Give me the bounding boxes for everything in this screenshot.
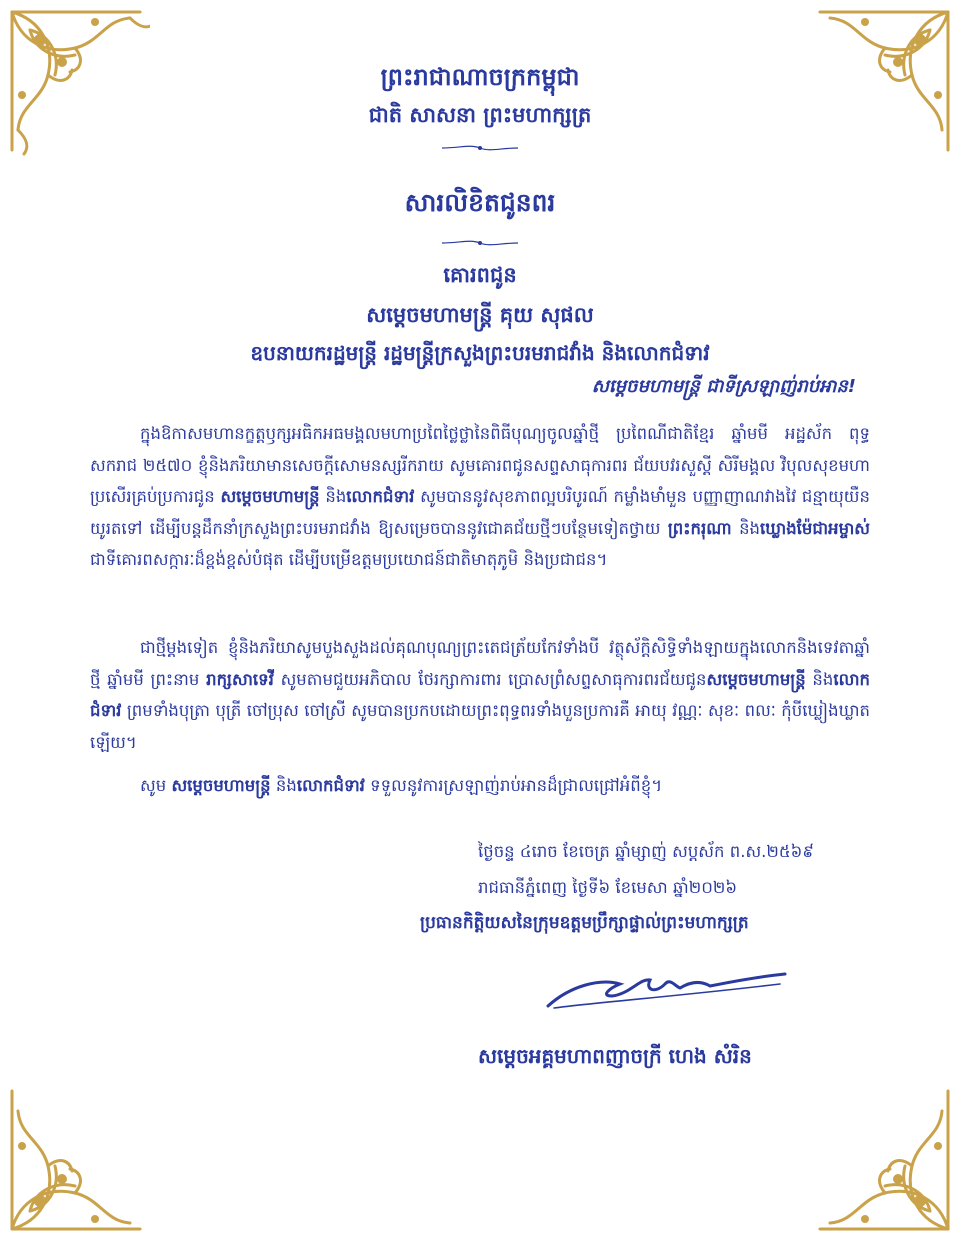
signer-title: ប្រធានកិត្តិយសនៃក្រុមឧត្តមប្រឹក្សាផ្ទាល់ព្រះមហាក្សត្រ — [420, 913, 749, 933]
date-place: រាជធានីភ្នំពេញ ថ្ងៃទី៦ ខែមេសា ឆ្នាំ២០២៦ — [478, 878, 738, 897]
body-paragraph-3: សូម សម្តេចមហាមន្ត្រី និងលោកជំទាវ ទទួលនូវការស្រឡាញ់រាប់អានដ៏ជ្រាលជ្រៅអំពីខ្ញុំ។ — [140, 776, 663, 795]
document-title: សារលិខិតជូនពរ — [404, 188, 556, 217]
recipient-position: ឧបនាយករដ្ឋមន្ត្រី រដ្ឋមន្ត្រីក្រសួងព្រះបរមរាជវាំង និងលោកជំទាវ — [250, 341, 710, 365]
ornament-corner-bottom-left — [0, 1081, 150, 1241]
ornament-corner-bottom-right — [810, 1081, 960, 1241]
body-paragraph-2: ជាថ្មីម្តងទៀត ខ្ញុំនិងភរិយាសូមបួងសួងដល់គុណបុណ្យព្រះតេជត្រ័យកែវទាំងបី វត្ថុស័ក្តិសិទ្ធិទាំងឡាយក្នុងលោកនិងទេវតាឆ្នាំថ្មី ឆ្នាំមមី ព្រះនាម រាក្សសាទេវី សូមតាមជួយអភិបាល ថែរក្សាការពារ ប្រោសព្រំសព្ទសាធុការពរជ័យជូនសម្តេចមហាមន្ត្រី និងលោកជំទាវ ព្រមទាំងបុត្រា បុត្រី ចៅប្រុស ចៅស្រី សូមបានប្រកបដោយព្រះពុទ្ធពរទាំងបួនប្រការគឺ អាយុ វណ្ណៈ សុខៈ ពលៈ កុំបីឃ្លៀងឃ្លាតឡើយ។ — [90, 638, 871, 752]
ornament-divider — [440, 143, 520, 153]
body-paragraph-1: ក្នុងឱកាសមហានក្ខត្តឫក្សអធិកអធមង្គលមហាប្រពៃថ្លៃថ្លានៃពិធីបុណ្យចូលឆ្នាំថ្មី ប្រពៃណីជាតិខ្មែរ ឆ្នាំមមី អដ្ឋស័ក ពុទ្ធសករាជ ២៥៧០ ខ្ញុំនិងភរិយាមានសេចក្តីសោមនស្សរីករាយ សូមគោរពជូនសព្ទសាធុការពរ ជ័យបវរសួស្តី សិរីមង្គល វិបុលសុខមហាប្រសើរគ្រប់ប្រការជូន សម្តេចមហាមន្ត្រី និងលោកជំទាវ សូមបាននូវសុខភាពល្អបរិបូរណ៍ កម្លាំងមាំមួន បញ្ញាញាណវាងវៃ ជន្មាយុយឺនយូរតទៅ ដើម្បីបន្តដឹកនាំក្រសួងព្រះបរមរាជវាំង ឱ្យសម្រេចបាននូវជោគជ័យថ្មីៗបន្ថែមទៀតថ្វាយ ព្រះករុណា និងឃ្លោងម៉ែជាអម្ចាស់ ជាទីគោរពសក្ការៈដ៏ខ្ពង់ខ្ពស់បំផុត ដើម្បីបម្រើឧត្តមប្រយោជន៍ជាតិមាតុភូមិ និងប្រជាជន។ — [90, 424, 870, 569]
motto-heading: ជាតិ សាសនា ព្រះមហាក្សត្រ — [368, 103, 592, 127]
date-lunar: ថ្ងៃចន្ទ ៤រោច ខែចេត្រ ឆ្នាំម្សាញ់ សប្តស័ក ព.ស.២៥៦៩ — [478, 842, 814, 861]
handwritten-signature — [540, 966, 790, 1016]
ornament-divider — [440, 238, 520, 248]
kingdom-heading: ព្រះរាជាណាចក្រកម្ពុជា — [380, 63, 580, 91]
recipient-greeting: គោរពជូន — [443, 263, 517, 287]
signer-name: សម្តេចអគ្គមហាពញាចក្រី ហេង សំរិន — [478, 1044, 752, 1068]
recipient-name: សម្តេចមហាមន្ត្រី គុយ សុផល — [366, 303, 594, 327]
salutation: សម្តេចមហាមន្ត្រី ជាទីស្រឡាញ់រាប់អាន! — [591, 376, 856, 397]
